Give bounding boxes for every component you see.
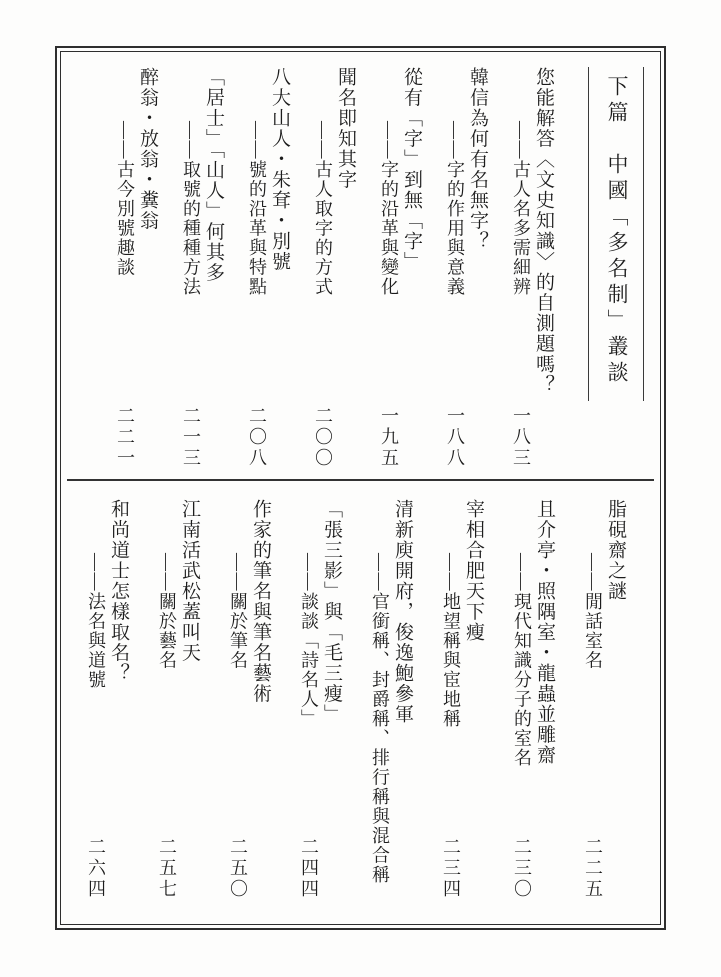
entry-subtitle: ——字的作用與意義 [445,121,465,297]
entry-subtitle-column [180,67,202,469]
entry-title: 且介亭・照隅室・龍蟲並雕齋 [534,499,555,766]
entry-subtitle: ——字的沿革與變化 [379,121,399,297]
entry-title: 清新庾開府，俊逸鮑參軍 [392,499,413,725]
entry-title: 從有「字」到無「字」 [401,67,422,272]
entry-subtitle-column [227,499,249,900]
entry-page-number: 二四四 [299,837,319,900]
entry-page-number: 二〇八 [247,406,267,469]
entry-subtitle: ——地望稱與宦地稱 [441,553,461,729]
entry-page-number: 二〇〇 [313,406,333,469]
entry-page-number: 二五七 [157,837,177,900]
entry-subtitle-column [378,67,400,469]
entry-page-number: 二一三 [181,406,201,469]
toc-section-lower [61,481,660,924]
entry-subtitle: ——古人取字的方式 [313,121,333,297]
toc-entry [156,499,200,900]
entry-subtitle-column [312,67,334,469]
entry-page-number: 一九五 [379,406,399,469]
entry-subtitle-column [511,499,533,900]
toc-section-upper [61,52,660,479]
entry-title: 聞名即知其字 [335,67,356,190]
page-border-outer [55,46,666,930]
toc-entry [511,499,555,900]
toc-entry [440,499,484,900]
entry-subtitle: ——談談「詩名人」 [299,553,319,729]
entry-page-number: 一八三 [511,406,531,469]
entry-title: 作家的筆名與筆名藝術 [250,499,271,704]
toc-entry [85,499,129,900]
entry-page-number: 二六四 [86,837,106,900]
entry-title: 您能解答〈文史知識〉的自測題嗎？ [533,67,554,395]
entry-subtitle-column [246,67,268,469]
entry-subtitle: ——號的沿革與特點 [247,121,267,297]
toc-entry [510,67,554,469]
entry-title: 「張三影」與「毛三瘦」 [321,499,342,725]
entry-title: 宰相合肥天下瘦 [463,499,484,643]
entry-title: 「居士」「山人」何其多 [203,67,224,283]
entry-title: 八大山人・朱耷・別號 [269,67,290,272]
entry-title: 脂硯齋之謎 [605,499,626,602]
entry-title: 韓信為何有名無字？ [467,67,488,252]
entry-subtitle-column [582,499,604,900]
toc-content [61,52,660,924]
entry-title: 醉翁・放翁・糞翁 [137,67,158,231]
toc-entry [369,499,413,900]
entry-subtitle-column [440,499,462,900]
entry-subtitle: ——古今別號趣談 [115,121,135,277]
toc-entry [246,67,290,469]
entry-page-number: 二二五 [583,837,603,900]
entry-subtitle: ——閒話室名 [583,553,603,670]
toc-entry [227,499,271,900]
entry-page-number: 二五〇 [228,837,248,900]
toc-entry [298,499,342,900]
toc-entry [378,67,422,469]
part-heading: 下篇 中國「多名制」叢談 [588,67,644,401]
toc-entry [444,67,488,469]
entry-page-number: 二二一 [115,406,135,469]
entry-subtitle-column [369,499,391,900]
entry-subtitle-column [85,499,107,900]
entry-title: 江南活武松蓋叫天 [179,499,200,663]
page-border-inner [60,51,661,925]
toc-entry [582,499,626,900]
entry-subtitle: ——法名與道號 [86,553,106,690]
entry-subtitle-column [298,499,320,900]
toc-entry [312,67,356,469]
entry-subtitle: ——古人名多需細辨 [511,121,531,297]
toc-entry [180,67,224,469]
toc-entry [114,67,158,469]
entry-subtitle: ——官銜稱、封爵稱、排行稱與混合稱 [370,553,390,885]
entry-subtitle-column [510,67,532,469]
entry-subtitle: ——取號的種種方法 [181,121,201,297]
entry-subtitle: ——關於藝名 [157,553,177,670]
entry-subtitle: ——關於筆名 [228,553,248,670]
entry-page-number: 二三四 [441,837,461,900]
entry-subtitle-column [444,67,466,469]
entry-subtitle: ——現代知識分子的室名 [512,553,532,768]
entry-title: 和尚道士怎樣取名？ [108,499,129,684]
entry-page-number: 一八八 [445,406,465,469]
entry-subtitle-column [114,67,136,469]
entry-page-number: 二三〇 [512,837,532,900]
entry-subtitle-column [156,499,178,900]
